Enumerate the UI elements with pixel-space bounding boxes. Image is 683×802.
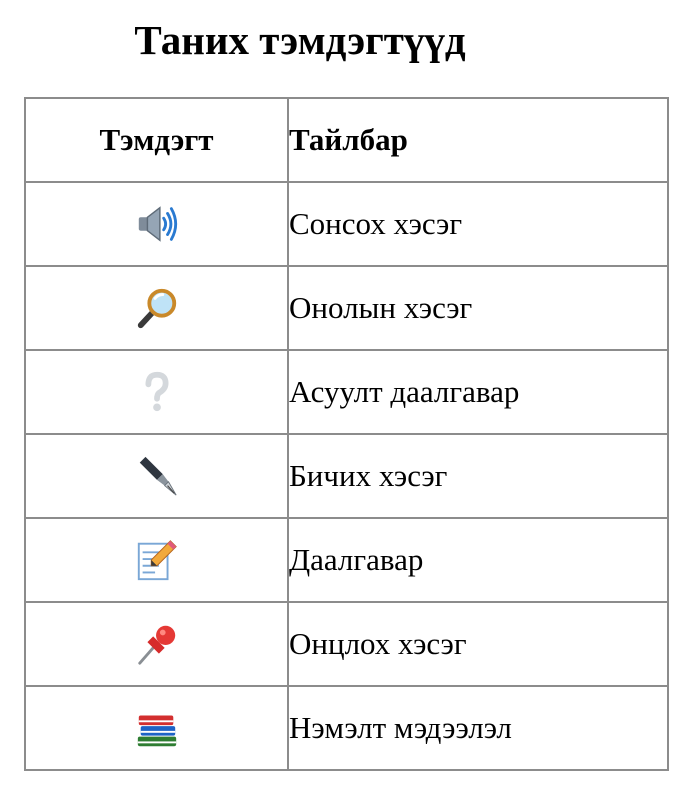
table-row xyxy=(25,602,668,686)
table-row xyxy=(25,266,668,350)
description-cell: Асуулт даалгавар xyxy=(288,350,668,434)
description-cell: Сонсох хэсэг xyxy=(288,182,668,266)
symbol-cell xyxy=(25,518,288,602)
table-row xyxy=(25,686,668,770)
header-description: Тайлбар xyxy=(288,98,668,182)
symbol-cell xyxy=(25,686,288,770)
question-mark-icon xyxy=(134,369,180,415)
symbol-legend-table xyxy=(24,97,669,771)
symbol-cell xyxy=(25,350,288,434)
page-title: Таних тэмдэгтүүд xyxy=(134,17,466,63)
memo-icon xyxy=(134,537,180,583)
books-icon xyxy=(134,705,180,751)
speaker-icon xyxy=(134,201,180,247)
pushpin-icon xyxy=(134,621,180,667)
table-row xyxy=(25,518,668,602)
table-row xyxy=(25,434,668,518)
description-cell: Даалгавар xyxy=(288,518,668,602)
table-row xyxy=(25,350,668,434)
symbol-cell xyxy=(25,602,288,686)
description-cell: Онолын хэсэг xyxy=(288,266,668,350)
symbol-cell xyxy=(25,434,288,518)
header-symbol: Тэмдэгт xyxy=(25,98,288,182)
table-header-row xyxy=(25,98,668,182)
description-cell: Онцлох хэсэг xyxy=(288,602,668,686)
symbol-cell xyxy=(25,266,288,350)
fountain-pen-icon xyxy=(134,453,180,499)
description-cell: Нэмэлт мэдээлэл xyxy=(288,686,668,770)
table-row xyxy=(25,182,668,266)
description-cell: Бичих хэсэг xyxy=(288,434,668,518)
magnifier-icon xyxy=(134,285,180,331)
symbol-cell xyxy=(25,182,288,266)
